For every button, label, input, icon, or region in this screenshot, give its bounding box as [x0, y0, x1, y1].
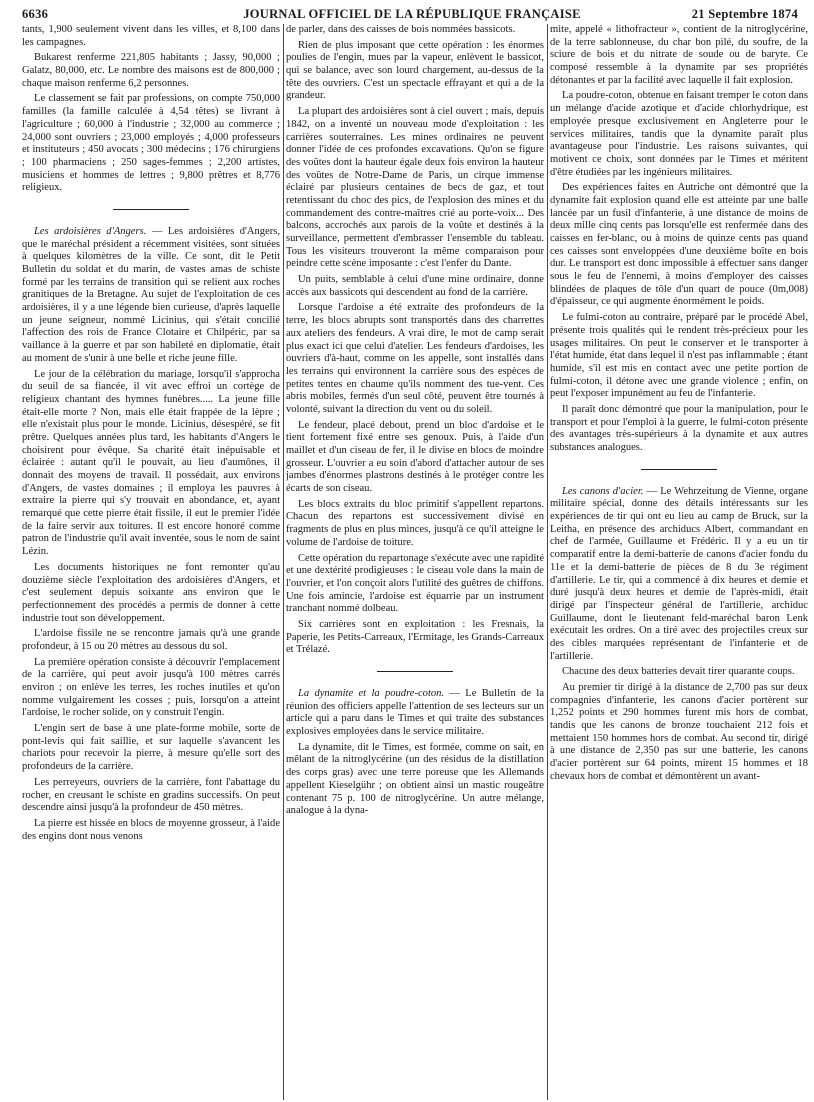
column-3 — [550, 24, 808, 1100]
page-header — [22, 4, 802, 24]
paragraph: L'ardoise fissile ne se rencontre jamais qu'à une grande profondeur, à 15 ou 20 mètres au dessous du sol. — [22, 628, 280, 652]
article-title: La dynamite et la poudre-coton. — [298, 688, 445, 699]
article-separator — [641, 469, 717, 470]
paragraph: La poudre-coton, obtenue en faisant tremper le coton dans un mélange d'acide azotique et d'acide chlorhydrique, est employée presque exclusivement en Angleterre pour le services militaires, tandis que la dynamite paraît plus avantageuse pour l'industrie. Les raisons suivantes, qui motivent ce choix, sont données par le Times et méritent d'être étudiées par les ingénieurs militaires. — [550, 90, 808, 178]
paragraph-text: — Le Bulletin de la réunion des officiers appelle l'attention de ses lecteurs sur un article qui a paru dans le Times et qui traite des substances explosives employées dans le service militaire. — [286, 688, 544, 738]
article-separator — [377, 671, 453, 672]
paragraph: La première opération consiste à découvrir l'emplacement de la carrière, qui peut avoir jusqu'à 100 mètres carrés environ ; on enlève les terres, les roches inutiles et qu'on nomme vulgairement les cosses ; puis, lorsqu'on a atteint l'ardoise, le rocher solide, on y construit l'engin. — [22, 656, 280, 719]
paragraph: Le jour de la célébration du mariage, lorsqu'il s'approcha du seuil de sa fiancée, il vit avec effroi un cortège de religieux chantant des hymnes funèbres..... La jeune fille était-elle morte ? Non, mais elle était frappée de la lèpre ; elle n'existait plus pour le monde. Licinius, désespéré, se fit prêtre. Quelques années plus tard, les habitants d'Angers le choisirent pour évêque. Sa charité était inépuisable et éclairée : autant qu'il le pouvait, au lieu d'aumônes, il donnait des moyens de travail. Il possédait, aux environs d'Angers, de vastes domaines ; il employa les pauvres à extraire la pierre qui s'y trouvait en abondance, et, ayant remarqué que cette pierre était fissile, il eut le premier l'idée de la faire servir aux toitures. Il est encore honoré comme patron de l'industrie qu'il avait inventée, sous le nom de saint Lézin. — [22, 368, 280, 558]
paragraph: Rien de plus imposant que cette opération : les énormes poulies de l'engin, mues par la vapeur, enlèvent le bassicot, qui se balance, avec son lourd chargement, au-dessus de la tête des ouvriers. C'est un spectacle effrayant et qui a de la grandeur. — [286, 39, 544, 102]
paragraph: La pierre est hissée en blocs de moyenne grosseur, à l'aide des engins dont nous venons — [22, 817, 280, 842]
article-title: Les ardoisières d'Angers. — [34, 225, 147, 237]
paragraph: Le fulmi-coton au contraire, préparé par le procédé Abel, présente trois qualités qui le rendent très-précieux pour les usages militaires. On peut le conserver et le transporter à l'état humide, état dans lequel il n'est pas inflammable ; étant humide, s'il est mis en contact avec une petite portion de fulmi-coton, il détone avec une grande violence ; enfin, on peut l'exposer impunément au feu de l'infanterie. — [550, 312, 808, 400]
paragraph: L'engin sert de base à une plate-forme mobile, sorte de pont-levis qui fait saillie, et sur laquelle s'avancent les chariots pour recevoir la pierre, à mesure qu'elle sort des profondeurs de la carrière. — [22, 723, 280, 773]
paragraph: Le fendeur, placé debout, prend un bloc d'ardoise et le tient fortement fixé entre ses genoux. Puis, à l'aide d'un maillet et d'un ciseau de fer, il le divise en blocs de moindre grosseur. L'ouvrier a eu soin d'abord d'attacher autour de ses jambes d'énormes plastrons destinés à le protéger contre les écarts de son ciseau. — [286, 419, 544, 495]
paragraph: Il paraît donc démontré que pour la manipulation, pour le transport et pour l'emploi à la guerre, le fulmi-coton présente des avantages très-supérieurs à la dynamite et aux autres substances analogues. — [550, 403, 808, 453]
article-dynamite-lead — [286, 688, 544, 739]
paragraph: Le classement se fait par professions, on compte 750,000 familles (la famille calculée à 4,54 têtes) se livrant à l'agriculture ; 60,000 à l'industrie ; 32,000 au commerce ; 24,000 sont ouvriers ; 23,000 employés ; 4,000 professeurs et instituteurs ; 450 avocats ; 300 médecins ; 176 chirurgiens ; 100 pharmaciens ; 250 sages-femmes ; 2,200 artistes, musiciens et hommes de lettres ; 9,800 prêtres et 8,776 religieux. — [22, 93, 280, 194]
paragraph: Lorsque l'ardoise a été extraite des profondeurs de la terre, les blocs abrupts sont transportés dans des charrettes aux ateliers des fendeurs. A vrai dire, le mot de camp serait plus exact ici que celui d'atelier. Les fendeurs d'ardoises, les ouvriers d'à-haut, comme on les appelle, sont installés dans les terrains qui environnent la carrière sous des espèces de petites tentes en chaume qu'ils nomment des tue-vent. Ces abris mobiles, fermés d'un seul côté, peuvent être tournés à volonté, suivant la direction du vent ou du soleil. — [286, 302, 544, 415]
column-divider — [547, 24, 548, 1100]
paragraph: Bukarest renferme 221,805 habitants ; Jassy, 90,000 ; Galatz, 80,000, etc. Le nombre des maisons est de 800,000 ; chaque maison renferme 6,2 personnes. — [22, 52, 280, 89]
paragraph: mite, appelé « lithofracteur », contient de la nitroglycérine, de la terre sablonneuse, du char bon pilé, du soufre, de la sciure de bois et du nitrate de soude ou de baryte. Ce composé ressemble à la dynamite par ses propriétés détonantes et par la facilité avec laquelle il fait explosion. — [550, 24, 808, 86]
paragraph: Six carrières sont en exploitation : les Fresnais, la Paperie, les Petits-Carreaux, l'Ermitage, les Grands-Carreaux et Trélazé. — [286, 618, 544, 656]
column-divider — [283, 24, 284, 1100]
paragraph: Les documents historiques ne font remonter qu'au douzième siècle l'exploitation des ardoisières d'Angers, et c'est seulement depuis soixante ans environ que le perfectionnement des procédés a permis de donner à cette industrie tout son développement. — [22, 561, 280, 624]
column-2 — [286, 24, 544, 1100]
paragraph: La dynamite, dit le Times, est formée, comme on sait, en mêlant de la nitroglycérine (un des résidus de la distillation des corps gras) avec une terre poreuse que les Allemands appellent Kieselgühr ; on obtient ainsi un mastic rougeâtre contenant 75 p. 100 de nitroglycérine. Un autre mélange, analogue à la dyna- — [286, 741, 544, 817]
article-canons-lead — [550, 486, 808, 664]
paragraph: Cette opération du repartonage s'exécute avec une rapidité et une dextérité prodigieuses : le ciseau vole dans la main de l'ouvrier, et l'on conçoit alors l'utilité des guêtres de chiffons. Une fois amincie, l'ardoise est équarrie par un instrument tranchant nommé dolbeau. — [286, 552, 544, 615]
issue-date: 21 Septembre 1874 — [691, 7, 798, 21]
article-ardoisieres-lead — [22, 226, 280, 366]
paragraph: Chacune des deux batteries devait tirer quarante coups. — [562, 666, 795, 678]
paragraph-text: — Les ardoisières d'Angers, que le maréchal président a récemment visitées, sont situées à quelques kilomètres de la ville. Ce sont, dit le Petit Bulletin du soldat et du marin, de vastes amas de schiste formé par les terrains de transition qui se relient aux roches granitiques de la Bretagne. Au sujet de l'exploitation de ces ardoisières, il y a une légende bien curieuse, d'après laquelle un jeune seigneur, nommé Licinius, qui s'était concilié l'affection des rois de France Clotaire et Chilpéric, par sa vaillance à la guerre et par son habileté en diplomatie, était au moment de s'unir à une belle et riche jeune fille. — [22, 225, 280, 364]
paragraph: de parler, dans des caisses de bois nommées bassicots. — [286, 24, 516, 35]
columns — [22, 24, 808, 1100]
paragraph: La plupart des ardoisières sont à ciel ouvert ; mais, depuis 1842, on a inventé un nouveau mode d'exploitation : les carrières souterraines. Les mines ordinaires ne peuvent donner l'idée de ces profondes excavations. Qu'on se figure des voûtes dont la hauteur égale deux fois environ la hauteur des voûtes de Notre-Dame de Paris, un cirque immense éclairé par plusieurs centaines de becs de gaz, et tout retentissant du choc des pics, de l'explosion des mines et du commandement des contre-maîtres crié au porte-voix... Des balcons, accrochés aux parois de la voûte et destinés à la surveillance, permettent d'embrasser l'ensemble du tableau. Tous les visiteurs trouveront la même comparaison pour peindre cette scène imposante : c'est l'enfer du Dante. — [286, 106, 544, 270]
paragraph: tants, 1,900 seulement vivent dans les villes, et 8,100 dans les campagnes. — [22, 24, 280, 48]
paragraph: Un puits, semblable à celui d'une mine ordinaire, donne accès aux bassicots qui descendent au fond de la carrière. — [286, 274, 544, 298]
paragraph-text: — Le Wehrzeitung de Vienne, organe militaire spécial, donne des détails intéressants sur les expériences de tir qui ont eu lieu au camp de Bruck, sur la Leitha, en présence des archiducs Albert, commandant en chef de l'armée, Guillaume et Frédéric. Il y a eu un tir comparatif entre la demi-batterie de canons d'acier fondu du 11e et la demi-batterie de pièces de 8 du 3e régiment d'artillerie. Le tir, qui a commencé à dix heures et demie et duré jusqu'à deux heures et demie de l'après-midi, était dirigé par l'inspecteur général de l'artillerie, archiduc Guillaume, dont le lieutenant feld-maréchal baron Lenk exécutait les ordres. On a tiré avec des projectiles creux sur des cibles marquées représentant de l'infanterie et de l'artillerie. — [550, 485, 808, 662]
paragraph: Les perreyeurs, ouvriers de la carrière, font l'abattage du rocher, en creusant le schiste en gradins successifs. On peut descendre ainsi jusqu'à la profondeur de 450 mètres. — [22, 776, 280, 814]
paragraph: Au premier tir dirigé à la distance de 2,700 pas sur deux compagnies d'infanterie, les canons d'acier portèrent sur 1,252 points et 290 hommes furent mis hors de combat, tandis que les canons de bronze touchaient 212 fois et mettaient 150 hommes hors de combat. Au second tir, dirigé à une distance de 2,350 pas sur une batterie, les canons d'acier portèrent sur 64 points, mirent 15 hommes et 18 chevaux hors de combat et démontèrent un avant- — [550, 682, 808, 782]
journal-title: JOURNAL OFFICIEL DE LA RÉPUBLIQUE FRANÇAISE — [243, 7, 581, 21]
article-title: Les canons d'acier. — [562, 485, 644, 497]
paragraph: Les blocs extraits du bloc primitif s'appellent repartons. Chacun des repartons est successivement divisé en fragments de plus en plus minces, jusqu'à ce qu'il atteigne le volume de l'ardoise de toiture. — [286, 498, 544, 548]
article-separator — [113, 209, 189, 210]
paragraph: Des expériences faites en Autriche ont démontré que la dynamite fait explosion quand elle est atteinte par une balle lancée par un fusil d'infanterie, à une distance de moins de deux mille cinq cents pas lorsqu'elle est renfermée dans des caisses en fer-blanc, ou à moins de quinze cents pas quand ces caisses sont enveloppées d'une deuxième boîte en bois dur. Le transport est donc impossible à effectuer sans danger sous le feu de l'ennemi, à moins d'employer des caisses blindées de plaques de tôle d'un quart de pouce (0m,008) d'épaisseur, ce qui augmente énormément le poids. — [550, 182, 808, 308]
column-1 — [22, 24, 280, 1100]
page-number: 6636 — [22, 7, 49, 21]
